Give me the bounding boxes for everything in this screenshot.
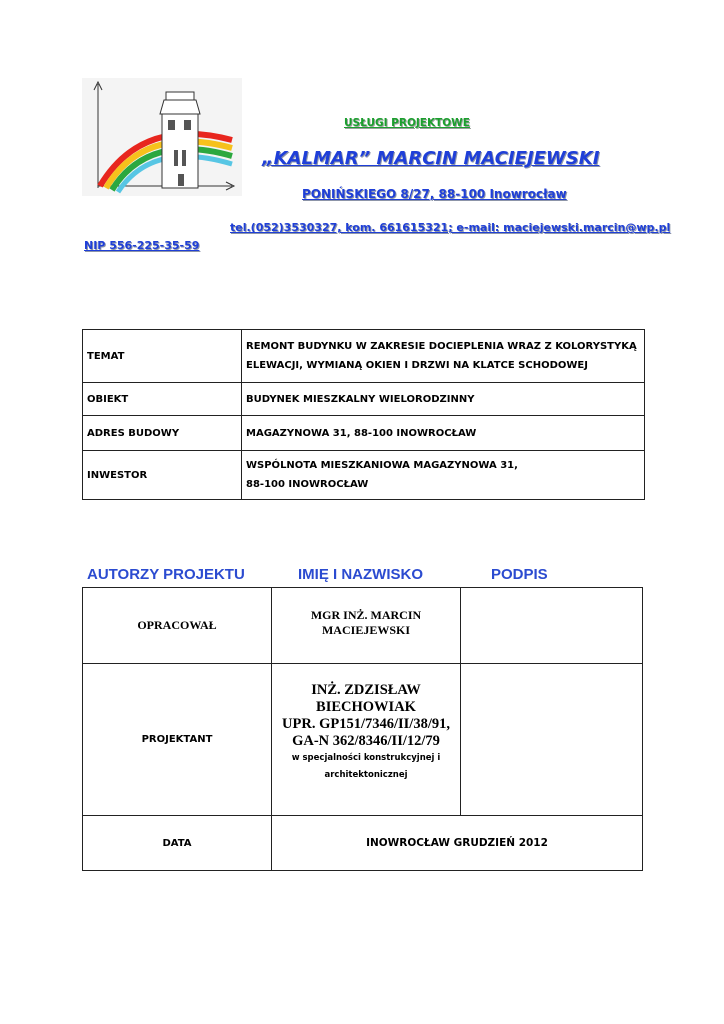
name-line: BIECHOWIAK: [316, 699, 416, 715]
row-label-adres: ADRES BUDOWY: [83, 416, 242, 451]
value-line: BUDYNEK MIESZKALNY WIELORODZINNY: [246, 393, 475, 405]
company-contact: tel.(052)3530327, kom. 661615321; e-mail: maciejewski.marcin@wp.pl: [230, 221, 671, 234]
company-logo: [82, 78, 242, 196]
role-projektant: PROJEKTANT: [83, 664, 272, 816]
value-line: 88-100 INOWROCŁAW: [246, 479, 369, 490]
signature-cell: [461, 588, 643, 664]
row-value-inwestor: [242, 451, 645, 500]
table-row: [83, 664, 643, 816]
value-line: MAGAZYNOWA 31, 88-100 INOWROCŁAW: [246, 427, 477, 439]
table-row: [83, 816, 643, 871]
table-row: [83, 383, 645, 416]
name-line: GA-N 362/8346/II/12/79: [292, 733, 440, 749]
name-line: MGR INŻ. MARCIN: [310, 608, 422, 622]
specialty-line: architektonicznej: [324, 770, 408, 780]
value-line: ELEWACJI, WYMIANĄ OKIEN I DRZWI NA KLATCE SCHODOWEJ: [246, 360, 588, 371]
project-info-table: [82, 329, 645, 500]
date-value: INOWROCŁAW GRUDZIEŃ 2012: [272, 816, 643, 871]
name-projektant: [272, 664, 461, 816]
company-nip: NIP 556-225-35-59: [84, 239, 200, 252]
signature-cell: [461, 664, 643, 816]
name-line: MACIEJEWSKI: [321, 623, 410, 637]
authors-header-name: IMIĘ I NAZWISKO: [298, 566, 423, 583]
role-opracowal: OPRACOWAŁ: [83, 588, 272, 664]
table-row: [83, 416, 645, 451]
row-value-temat: [242, 330, 645, 383]
value-line: REMONT BUDYNKU W ZAKRESIE DOCIEPLENIA WRAZ Z KOLORYSTYKĄ: [246, 341, 637, 352]
table-row: [83, 330, 645, 383]
row-label-obiekt: OBIEKT: [83, 383, 242, 416]
company-address: PONIŃSKIEGO 8/27, 88-100 Inowrocław: [302, 187, 567, 201]
services-heading: USŁUGI PROJEKTOWE: [344, 117, 470, 129]
row-value-adres: [242, 416, 645, 451]
name-line: UPR. GP151/7346/II/38/91,: [282, 716, 450, 732]
name-opracowal: [272, 588, 461, 664]
authors-header-authors: AUTORZY PROJEKTU: [87, 566, 245, 583]
authors-header-signature: PODPIS: [491, 566, 548, 583]
table-row: [83, 588, 643, 664]
row-label-inwestor: INWESTOR: [83, 451, 242, 500]
specialty-line: w specjalności konstrukcyjnej i: [291, 753, 441, 763]
authors-table: [82, 587, 643, 871]
value-line: WSPÓLNOTA MIESZKANIOWA MAGAZYNOWA 31,: [246, 460, 518, 471]
role-data: DATA: [83, 816, 272, 871]
table-row: [83, 451, 645, 500]
row-value-obiekt: [242, 383, 645, 416]
row-label-temat: TEMAT: [83, 330, 242, 383]
company-name: „KALMAR” MARCIN MACIEJEWSKI: [262, 148, 600, 169]
name-line: INŻ. ZDZISŁAW: [311, 682, 421, 698]
